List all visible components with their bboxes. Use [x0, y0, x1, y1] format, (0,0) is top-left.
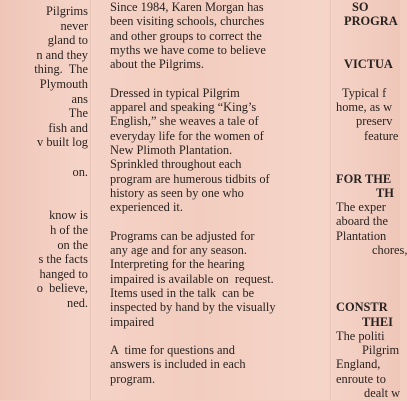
right-panel-line: Plantation: [336, 228, 387, 243]
right-panel-line: England,: [336, 357, 381, 372]
middle-panel-line: program.: [110, 371, 156, 386]
left-panel-line: fish and: [48, 120, 88, 135]
left-panel-line: Plymouth: [39, 76, 88, 91]
left-panel-line: [0, 179, 88, 194]
middle-panel-line: [110, 329, 330, 343]
middle-panel-text: [110, 0, 330, 386]
left-panel-text: [0, 4, 88, 310]
middle-panel-line: English,” she weaves a tale of: [110, 114, 259, 129]
right-panel-line: enroute to: [336, 371, 386, 386]
middle-panel-line: apparel and speaking “King’s: [110, 100, 257, 115]
middle-panel-line: impaired is available on request.: [110, 271, 274, 286]
left-panel-line: [0, 194, 88, 209]
right-panel-line: THEI: [362, 314, 393, 329]
middle-panel-line: A time for questions and: [110, 343, 235, 358]
middle-panel-line: history as seen by one who: [110, 185, 244, 200]
left-panel-line: [0, 150, 88, 165]
middle-panel-line: [110, 214, 330, 228]
left-panel-line: h of the: [50, 222, 88, 237]
middle-panel-line: been visiting schools, churches: [110, 14, 265, 29]
left-panel-line: on.: [72, 164, 88, 179]
middle-panel-line: about the Pilgrims.: [110, 57, 204, 72]
right-panel-line: [336, 272, 406, 286]
right-panel-line: TH: [376, 185, 394, 200]
right-panel-line: PROGRA: [344, 14, 398, 29]
left-panel-line: never: [60, 18, 88, 33]
right-panel-line: [336, 257, 406, 271]
middle-panel-line: New Plimoth Plantation.: [110, 142, 233, 157]
right-panel-line: Pilgrim: [362, 343, 400, 358]
right-panel-line: dealt w: [364, 386, 401, 401]
right-panel-line: home, as w: [336, 100, 393, 115]
right-panel-line: The politi: [336, 328, 385, 343]
left-panel-line: thing. The: [34, 62, 88, 77]
left-panel-line: s the facts: [38, 252, 88, 267]
middle-panel-line: myths we have come to believe: [110, 42, 266, 57]
middle-panel-line: impaired: [110, 314, 155, 329]
left-panel-line: o believe,: [36, 281, 88, 296]
fold-crease-right: [330, 0, 332, 400]
middle-panel-line: Items used in the talk can be: [110, 285, 255, 300]
middle-panel-line: Sprinkled throughout each: [110, 157, 242, 172]
left-panel-line: gland to: [47, 33, 88, 48]
right-panel-line: FOR THE: [336, 171, 392, 186]
right-panel-line: [336, 143, 406, 157]
middle-panel-line: answers is included in each: [110, 357, 246, 372]
left-panel-line: know is: [49, 208, 88, 223]
middle-panel-line: experienced it.: [110, 200, 183, 215]
right-panel-line: [336, 157, 406, 171]
right-panel-line: [336, 43, 406, 57]
left-panel-line: ned.: [67, 295, 88, 310]
right-panel-line: The exper: [336, 200, 386, 215]
middle-panel-line: Interpreting for the hearing: [110, 257, 245, 272]
middle-panel-line: [110, 71, 330, 85]
right-panel-line: SO: [352, 0, 369, 14]
middle-panel-line: Since 1984, Karen Morgan has: [110, 0, 264, 14]
middle-panel-line: Programs can be adjusted for: [110, 228, 255, 243]
middle-panel-line: inspected by hand by the visually: [110, 300, 276, 315]
right-panel-line: [336, 71, 406, 85]
right-panel-line: preserv: [356, 114, 393, 129]
right-panel-text: [336, 0, 406, 400]
left-panel-line: n and they: [36, 47, 88, 62]
right-panel-line: aboard the: [336, 214, 388, 229]
middle-panel-line: and other groups to correct the: [110, 28, 262, 43]
left-panel-line: on the: [57, 237, 88, 252]
left-panel-line: hanged to: [39, 266, 88, 281]
right-panel-line: VICTUA: [344, 57, 393, 72]
right-panel-line: [336, 29, 406, 43]
right-panel-line: [336, 286, 406, 300]
middle-panel-line: Dressed in typical Pilgrim: [110, 85, 240, 100]
middle-panel-line: any age and for any season.: [110, 243, 247, 258]
middle-panel-line: program are humerous tidbits of: [110, 171, 270, 186]
left-panel-line: ans: [71, 91, 88, 106]
right-panel-line: Typical f: [342, 85, 387, 100]
right-panel-line: chores,: [372, 243, 407, 258]
right-panel-line: feature: [364, 128, 399, 143]
left-panel-line: The: [68, 106, 88, 121]
fold-crease-left: [90, 0, 92, 400]
left-panel-line: Pilgrims: [46, 4, 88, 18]
right-panel-line: CONSTR: [336, 300, 388, 315]
middle-panel-line: everyday life for the women of: [110, 128, 264, 143]
left-panel-line: v built log: [37, 135, 88, 150]
